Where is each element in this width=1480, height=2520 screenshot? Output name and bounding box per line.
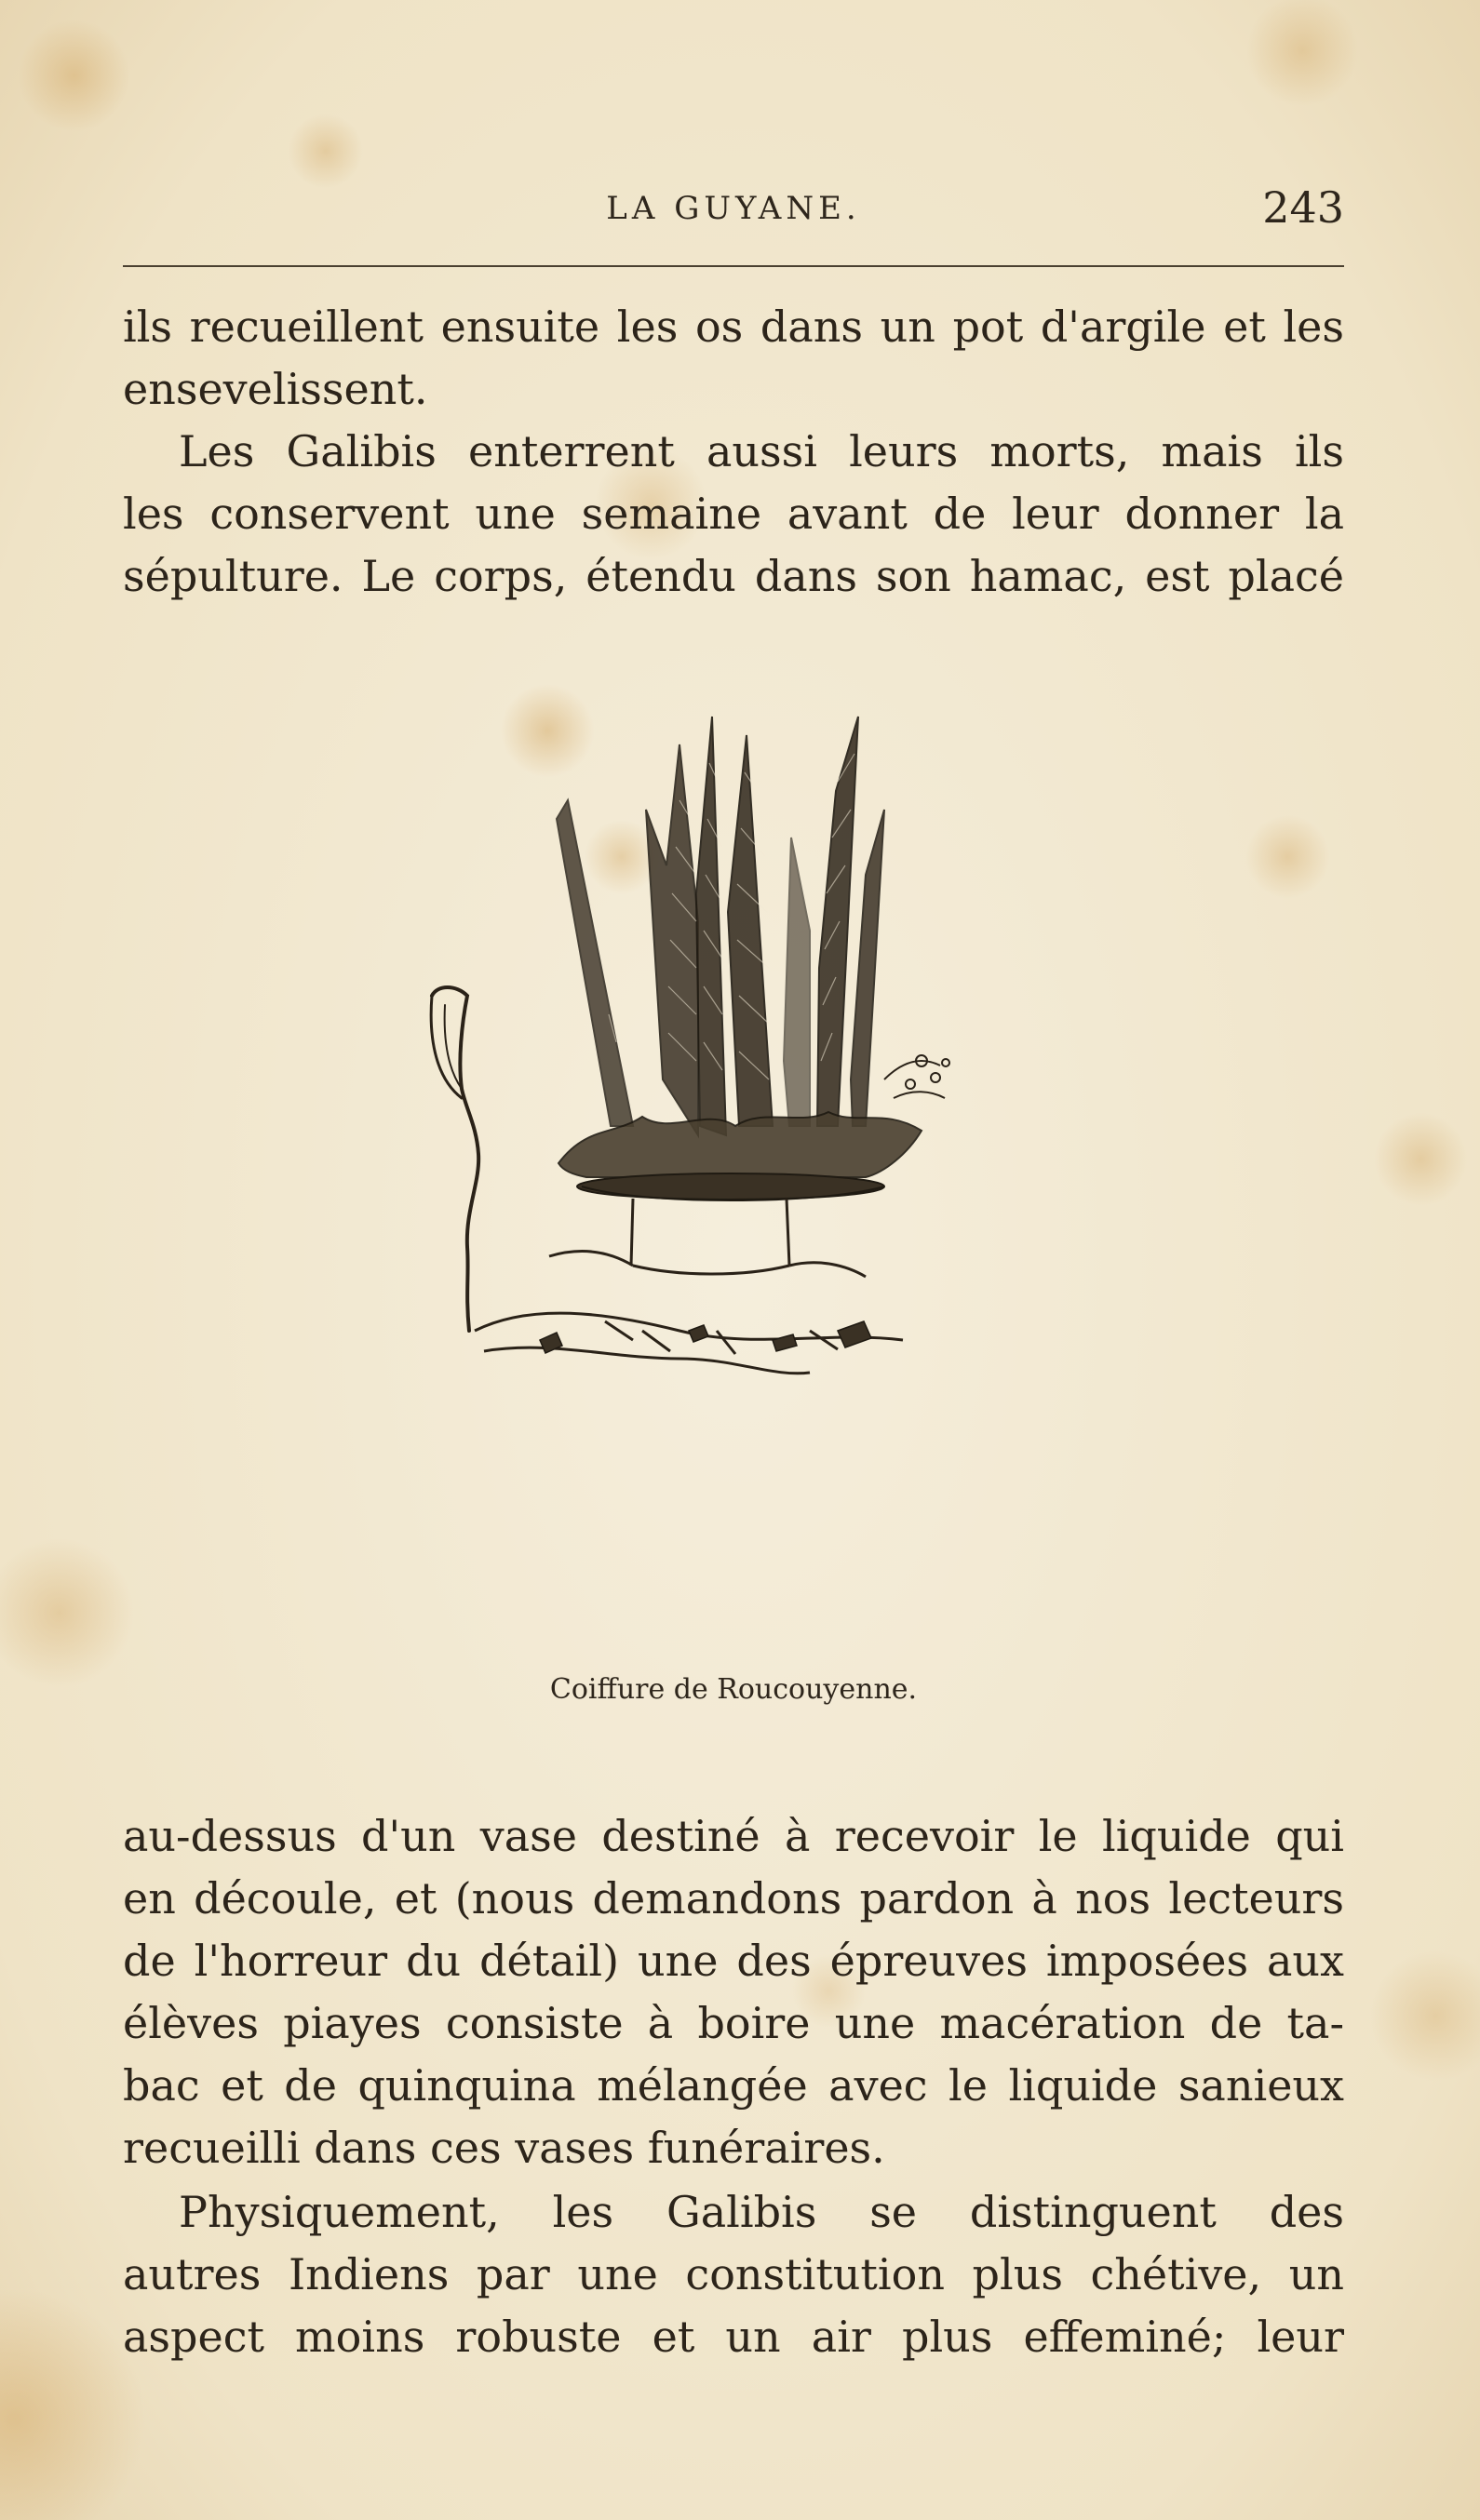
page-number: 243 [1262,182,1344,233]
paragraph-1 [123,296,1344,421]
text-line: ils recueillent ensuite les os dans un pot d'argile et les [123,302,1344,352]
paragraph-3 [123,1805,1344,2179]
header-rule [123,265,1344,267]
page-header [123,182,1344,242]
text-line: aspect moins robuste et un air plus effeminé; leur [123,2312,1344,2362]
text-line: élèves piayes consiste à boire une macération de ta- [123,1998,1344,2048]
text-line: autres Indiens par une constitution plus chétive, un [123,2249,1344,2299]
headdress-illustration [400,689,1108,1647]
text-line: Les Galibis enterrent aussi leurs morts, mais ils [179,426,1344,476]
text-line: sépulture. Le corps, étendu dans son hamac, est placé [123,551,1344,601]
text-line: au-dessus d'un vase destiné à recevoir le liquide qui [123,1811,1344,1861]
text-line: recueilli dans ces vases funéraires. [123,2123,885,2173]
text-line: bac et de quinquina mélangée avec le liquide sanieux [123,2060,1344,2111]
paragraph-2 [123,421,1344,608]
running-title: LA GUYANE. [606,190,861,227]
text-line: en découle, et (nous demandons pardon à nos lecteurs [123,1873,1344,1924]
text-line: de l'horreur du détail) une des épreuves imposées aux [123,1936,1344,1986]
text-line: les conservent une semaine avant de leur donner la [123,489,1344,539]
text-line: ensevelissent. [123,364,428,414]
text-line: Physiquement, les Galibis se distinguent des [179,2187,1344,2237]
figure-caption: Coiffure de Roucouyenne. [549,1673,918,1706]
paragraph-4 [123,2181,1344,2368]
